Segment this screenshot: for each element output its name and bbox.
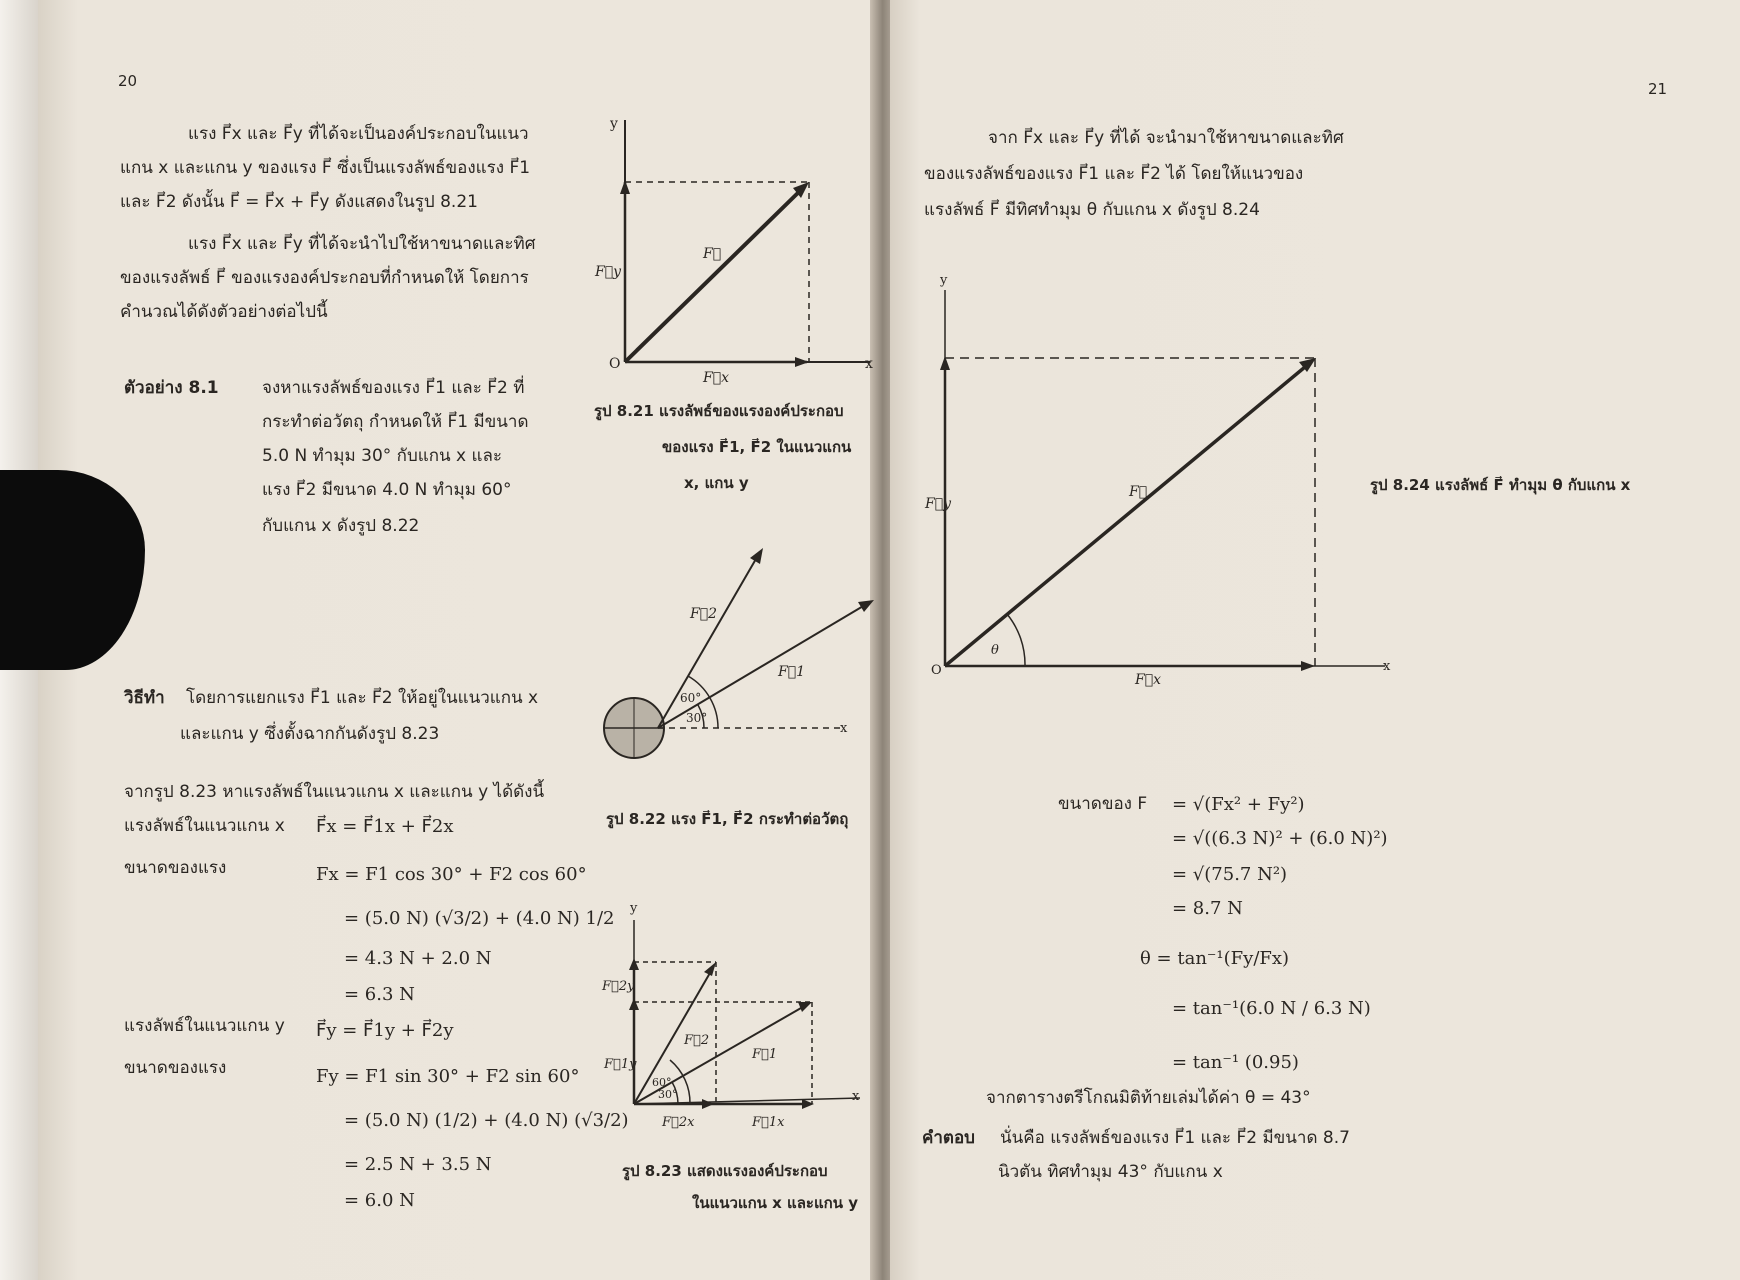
intro-line: จาก F⃗x และ F⃗y ที่ได้ จะนำมาใช้หาขนาดและทิศ: [988, 128, 1344, 148]
intro-line: คำนวณได้ดังตัวอย่างต่อไปนี้: [120, 302, 328, 322]
fx-equation: Fx = F1 cos 30° + F2 cos 60°: [316, 864, 587, 885]
fy-equation: = 6.0 N: [344, 1190, 415, 1211]
intro-line: แกน x และแกน y ของแรง F⃗ ซึ่งเป็นแรงลัพธ์ของแรง F⃗1: [120, 158, 531, 178]
theta-equation: θ = tan⁻¹(Fy/Fx): [1140, 948, 1290, 969]
fx-label: F⃗x: [1135, 672, 1162, 688]
angle-30-label: 30°: [686, 711, 708, 725]
f2x-label: F⃗2x: [662, 1115, 695, 1130]
fy-label: F⃗y: [925, 496, 952, 512]
angle-60-label: 60°: [680, 691, 702, 705]
magnitude-equation: = √((6.3 N)² + (6.0 N)²): [1172, 828, 1388, 849]
answer-label: คำตอบ: [922, 1128, 975, 1148]
fy-equation: = (5.0 N) (1/2) + (4.0 N) (√3/2): [344, 1110, 629, 1131]
intro-line: แรง F⃗x และ F⃗y ที่ได้จะนำไปใช้หาขนาดและทิศ: [188, 234, 536, 254]
origin-label: O: [931, 663, 942, 678]
figure-caption: รูป 8.24 แรงลัพธ์ F⃗ ทำมุม θ กับแกน x: [1370, 476, 1631, 494]
method-label: วิธีทำ: [124, 688, 165, 708]
fy-equation: = 2.5 N + 3.5 N: [344, 1154, 492, 1175]
x-resultant-label: แรงลัพธ์ในแนวแกน x: [124, 816, 285, 836]
example-line: แรง F⃗2 มีขนาด 4.0 N ทำมุม 60°: [262, 480, 512, 500]
example-line: กับแกน x ดังรูป 8.22: [262, 516, 420, 536]
x-axis-label: x: [1383, 659, 1391, 674]
intro-line: ของแรงลัพธ์ของแรง F⃗1 และ F⃗2 ได้ โดยให้แนวของ: [924, 164, 1304, 184]
answer-line: นั่นคือ แรงลัพธ์ของแรง F⃗1 และ F⃗2 มีขนาด 8.7: [1000, 1128, 1350, 1148]
y-axis-label: y: [630, 901, 638, 916]
y-resultant-label: แรงลัพธ์ในแนวแกน y: [124, 1016, 285, 1036]
table-line: จากตารางตรีโกณมิติท้ายเล่มได้ค่า θ = 43°: [986, 1088, 1311, 1108]
example-line: จงหาแรงลัพธ์ของแรง F⃗1 และ F⃗2 ที่: [262, 378, 525, 398]
f1x-label: F⃗1x: [752, 1115, 785, 1130]
intro-line: ของแรงลัพธ์ F⃗ ของแรงองค์ประกอบที่กำหนดให้ โดยการ: [120, 268, 529, 288]
fx-equation: = 6.3 N: [344, 984, 415, 1005]
figure-caption: รูป 8.21 แรงลัพธ์ของแรงองค์ประกอบ: [594, 402, 844, 420]
f2-label: F⃗2: [690, 606, 718, 622]
magnitude-label: ขนาดของแรง: [124, 1058, 227, 1078]
resultant-label: F⃗: [1129, 484, 1148, 500]
method-line: โดยการแยกแรง F⃗1 และ F⃗2 ให้อยู่ในแนวแกน x: [186, 688, 539, 708]
figure-caption: รูป 8.22 แรง F⃗1, F⃗2 กระทำต่อวัตถุ: [606, 810, 849, 828]
f1y-label: F⃗1y: [604, 1057, 637, 1072]
magnitude-label: ขนาดของแรง: [124, 858, 227, 878]
x-axis-label: x: [840, 721, 848, 736]
y-axis-label: y: [610, 116, 618, 132]
example-label: ตัวอย่าง 8.1: [124, 378, 219, 398]
f2y-label: F⃗2y: [602, 979, 635, 994]
example-line: กระทำต่อวัตถุ กำหนดให้ F⃗1 มีขนาด: [262, 412, 529, 432]
fy-label: F⃗y: [595, 264, 622, 280]
y-resultant-equation: F⃗y = F⃗1y + F⃗2y: [316, 1020, 454, 1041]
figure-caption: ในแนวแกน x และแกน y: [692, 1194, 858, 1212]
page-number-left: 20: [118, 72, 138, 90]
figure-caption: รูป 8.23 แสดงแรงองค์ประกอบ: [622, 1162, 828, 1180]
magnitude-label: ขนาดของ F: [1058, 794, 1148, 814]
x-axis-label: x: [865, 356, 873, 372]
f1-label: F⃗1: [752, 1047, 778, 1062]
magnitude-equation: = 8.7 N: [1172, 898, 1243, 919]
fy-equation: Fy = F1 sin 30° + F2 sin 60°: [316, 1066, 580, 1087]
f1-label: F⃗1: [778, 664, 806, 680]
theta-label: θ: [991, 643, 999, 658]
fx-equation: = 4.3 N + 2.0 N: [344, 948, 492, 969]
intro-line: แรงลัพธ์ F⃗ มีทิศทำมุม θ กับแกน x ดังรูป 8.24: [924, 200, 1260, 220]
theta-equation: = tan⁻¹ (0.95): [1172, 1052, 1299, 1073]
figure-8-22: [600, 540, 880, 800]
resultant-label: F⃗: [703, 246, 722, 262]
angle-60-label: 60°: [652, 1076, 672, 1089]
intro-line: และ F⃗2 ดังนั้น F⃗ = F⃗x + F⃗y ดังแสดงในรูป 8.21: [120, 192, 478, 212]
figure-caption: x, แกน y: [684, 474, 749, 492]
origin-label: O: [609, 356, 621, 372]
page-number-right: 21: [1648, 80, 1668, 98]
answer-line: นิวตัน ทิศทำมุม 43° กับแกน x: [998, 1162, 1223, 1182]
magnitude-equation: = √(Fx² + Fy²): [1172, 794, 1305, 815]
figure-8-23: [600, 900, 860, 1140]
x-axis-label: x: [852, 1089, 860, 1104]
x-resultant-equation: F⃗x = F⃗1x + F⃗2x: [316, 816, 454, 837]
example-line: 5.0 N ทำมุม 30° กับแกน x และ: [262, 446, 502, 466]
figure-8-21: [595, 110, 875, 390]
angle-30-label: 30°: [658, 1088, 678, 1101]
f2-label: F⃗2: [684, 1033, 710, 1048]
y-axis-label: y: [940, 273, 948, 288]
from-figure-line: จากรูป 8.23 หาแรงลัพธ์ในแนวแกน x และแกน y ได้ดังนี้: [124, 782, 545, 802]
figure-8-24: [925, 270, 1391, 690]
method-line: และแกน y ซึ่งตั้งฉากกันดังรูป 8.23: [180, 724, 440, 744]
magnitude-equation: = √(75.7 N²): [1172, 864, 1288, 885]
theta-equation: = tan⁻¹(6.0 N / 6.3 N): [1172, 998, 1371, 1019]
fx-equation: = (5.0 N) (√3/2) + (4.0 N) 1/2: [344, 908, 615, 929]
fx-label: F⃗x: [703, 370, 730, 386]
intro-line: แรง F⃗x และ F⃗y ที่ได้จะเป็นองค์ประกอบในแนว: [188, 124, 529, 144]
figure-caption: ของแรง F⃗1, F⃗2 ในแนวแกน: [662, 438, 852, 456]
